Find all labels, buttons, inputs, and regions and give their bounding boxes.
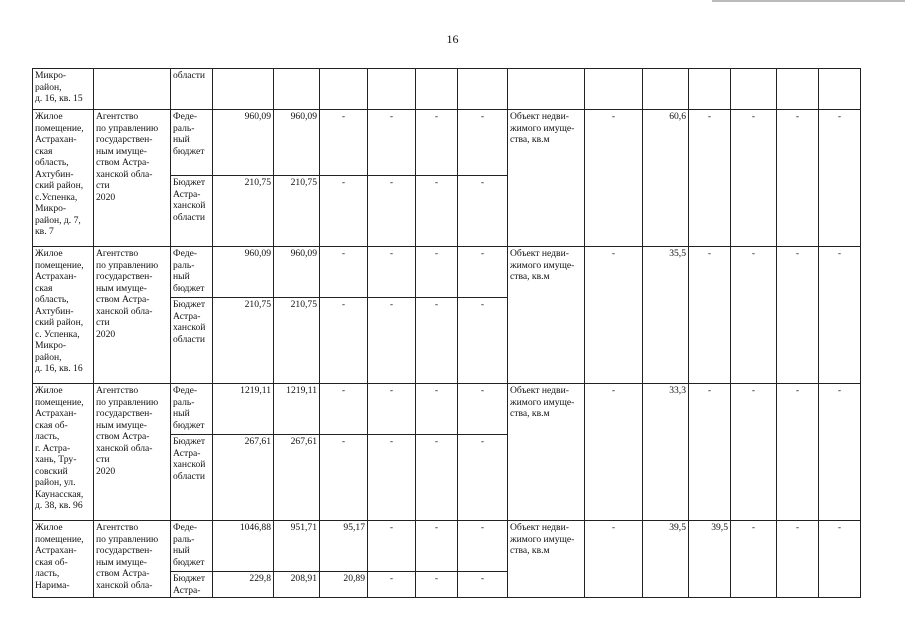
indicator-value-cell: - <box>689 384 731 521</box>
amount-empty-cell: - <box>416 110 458 176</box>
indicator-cell: Объект недви- жимого имуще- ства, кв.м <box>508 384 585 521</box>
agency-cell <box>94 69 171 110</box>
amount-federal-cell: 267,61 <box>274 435 320 521</box>
object-cell: Микро- район, д. 16, кв. 15 <box>33 69 94 110</box>
amount-empty-cell: - <box>416 176 458 247</box>
amount-empty-cell: - <box>368 176 416 247</box>
amount-empty-cell: - <box>458 521 508 572</box>
amount-federal-cell: 210,75 <box>274 176 320 247</box>
funding-source-cell: Феде- раль- ный бюджет <box>171 110 213 176</box>
table-row-federal <box>33 110 861 176</box>
amount-empty-cell: - <box>368 435 416 521</box>
funding-source-cell: области <box>171 69 213 110</box>
amount-regional-cell: - <box>320 298 368 384</box>
amount-empty-cell: - <box>416 247 458 298</box>
amount-total-cell: 210,75 <box>213 298 274 384</box>
amount-regional-cell: - <box>320 435 368 521</box>
agency-cell: Агентство по управлению государствен- ным имуще- ством Астра- ханской обла- сти 2020 <box>94 384 171 521</box>
budget-table <box>32 68 861 598</box>
amount-federal-cell: 1219,11 <box>274 384 320 435</box>
amount-total-cell: 267,61 <box>213 435 274 521</box>
indicator-value-cell: - <box>585 247 643 384</box>
amount-empty-cell: - <box>368 247 416 298</box>
indicator-value-cell: - <box>777 521 819 598</box>
indicator-cell: Объект недви- жимого имуще- ства, кв.м <box>508 110 585 247</box>
amount-total-cell: 210,75 <box>213 176 274 247</box>
amount-federal-cell: 960,09 <box>274 110 320 176</box>
indicator-value-cell: - <box>585 110 643 247</box>
table-row-federal <box>33 247 861 298</box>
indicator-value-cell: - <box>819 247 861 384</box>
amount-empty-cell: - <box>458 435 508 521</box>
amount-empty-cell: - <box>458 247 508 298</box>
funding-source-cell: Бюджет Астра- <box>171 572 213 598</box>
indicator-value-cell: - <box>689 110 731 247</box>
funding-source-cell: Феде- раль- ный бюджет <box>171 384 213 435</box>
amount-total-cell: 960,09 <box>213 247 274 298</box>
indicator-cell: Объект недви- жимого имуще- ства, кв.м <box>508 247 585 384</box>
amount-empty-cell: - <box>458 384 508 435</box>
amount-regional-cell: 20,89 <box>320 572 368 598</box>
indicator-value-cell: 33,3 <box>643 384 689 521</box>
table-row-federal <box>33 384 861 435</box>
amount-regional-cell: 95,17 <box>320 521 368 572</box>
indicator-value-cell: 39,5 <box>643 521 689 598</box>
indicator-value-cell: - <box>731 521 777 598</box>
amount-regional-cell: - <box>320 110 368 176</box>
funding-source-cell: Бюджет Астра- ханской области <box>171 176 213 247</box>
amount-federal-cell: 951,71 <box>274 521 320 572</box>
amount-empty-cell: - <box>416 521 458 572</box>
object-cell: Жилое помещение, Астрахан- ская об- ласть, г. Астра- хань, Тру- совский район, ул. Каунасская, д. 38, кв. 96 <box>33 384 94 521</box>
indicator-value-cell: - <box>819 110 861 247</box>
amount-regional-cell: - <box>320 176 368 247</box>
amount-empty-cell: - <box>458 298 508 384</box>
object-cell: Жилое помещение, Астрахан- ская область, Ахтубин- ский район, с.Успенка, Микро- район, д. 7, кв. 7 <box>33 110 94 247</box>
indicator-value-cell: - <box>731 247 777 384</box>
amount-empty-cell: - <box>458 176 508 247</box>
amount-federal-cell: 210,75 <box>274 298 320 384</box>
indicator-value-cell: - <box>689 247 731 384</box>
funding-source-cell: Феде- раль- ный бюджет <box>171 247 213 298</box>
amount-empty-cell: - <box>458 572 508 598</box>
amount-empty-cell: - <box>416 298 458 384</box>
object-cell: Жилое помещение, Астрахан- ская область, Ахтубин- ский район, с. Успенка, Микро- район, д. 16, кв. 16 <box>33 247 94 384</box>
amount-regional-cell: - <box>320 384 368 435</box>
amount-empty-cell: - <box>368 298 416 384</box>
amount-empty-cell: - <box>416 572 458 598</box>
indicator-value-cell: 35,5 <box>643 247 689 384</box>
amount-regional-cell: - <box>320 247 368 298</box>
scan-edge-line <box>712 0 905 2</box>
table-row-continuation <box>33 69 861 110</box>
amount-total-cell: 1046,88 <box>213 521 274 572</box>
agency-cell: Агентство по управлению государствен- ным имуще- ством Астра- ханской обла- <box>94 521 171 598</box>
amount-empty-cell: - <box>368 110 416 176</box>
indicator-value-cell: 39,5 <box>689 521 731 598</box>
indicator-value-cell: - <box>731 110 777 247</box>
indicator-value-cell: - <box>819 384 861 521</box>
indicator-value-cell: - <box>777 247 819 384</box>
indicator-value-cell: - <box>819 521 861 598</box>
amount-empty-cell: - <box>368 521 416 572</box>
funding-source-cell: Феде- раль- ный бюджет <box>171 521 213 572</box>
indicator-value-cell: - <box>585 521 643 598</box>
indicator-value-cell: - <box>777 110 819 247</box>
amount-empty-cell: - <box>368 384 416 435</box>
amount-empty-cell: - <box>416 384 458 435</box>
amount-total-cell: 1219,11 <box>213 384 274 435</box>
funding-source-cell: Бюджет Астра- ханской области <box>171 298 213 384</box>
amount-federal-cell: 960,09 <box>274 247 320 298</box>
agency-cell: Агентство по управлению государствен- ным имуще- ством Астра- ханской обла- сти 2020 <box>94 247 171 384</box>
agency-cell: Агентство по управлению государствен- ным имуще- ством Астра- ханской обла- сти 2020 <box>94 110 171 247</box>
object-cell: Жилое помещение, Астрахан- ская об- ласть, Нарима- <box>33 521 94 598</box>
amount-total-cell: 960,09 <box>213 110 274 176</box>
indicator-value-cell: - <box>585 384 643 521</box>
indicator-value-cell: - <box>777 384 819 521</box>
indicator-value-cell: 60,6 <box>643 110 689 247</box>
amount-federal-cell: 208,91 <box>274 572 320 598</box>
indicator-cell: Объект недви- жимого имуще- ства, кв.м <box>508 521 585 598</box>
indicator-value-cell: - <box>731 384 777 521</box>
page-number: 16 <box>446 32 459 46</box>
amount-total-cell: 229,8 <box>213 572 274 598</box>
table-row-federal <box>33 521 861 572</box>
amount-empty-cell: - <box>368 572 416 598</box>
funding-source-cell: Бюджет Астра- ханской области <box>171 435 213 521</box>
amount-empty-cell: - <box>416 435 458 521</box>
amount-empty-cell: - <box>458 110 508 176</box>
